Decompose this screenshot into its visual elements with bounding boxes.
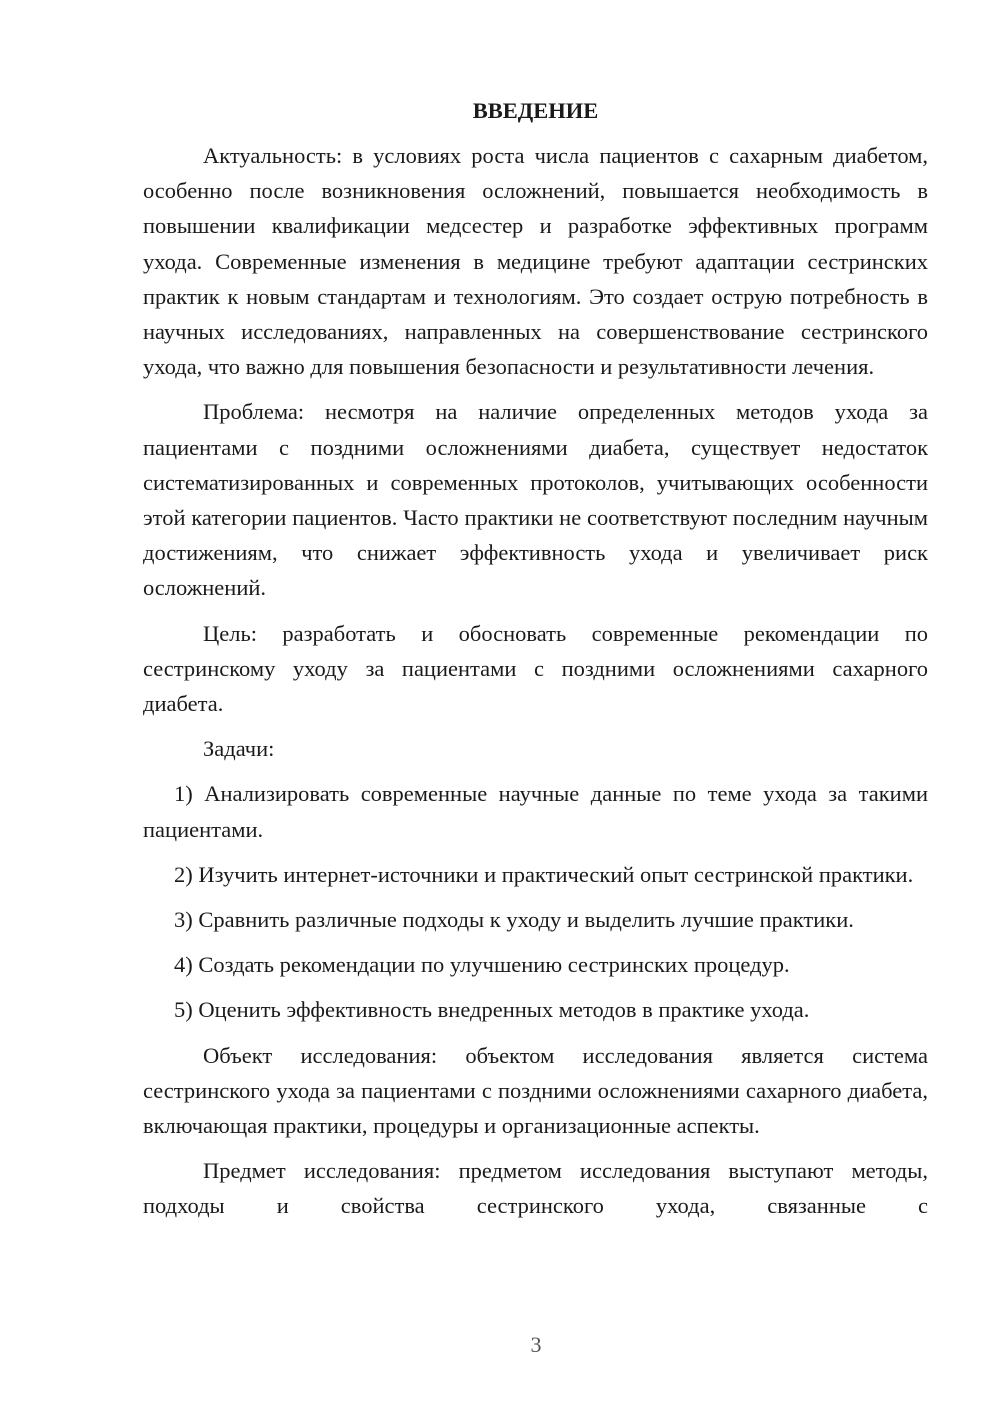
page-content	[143, 93, 928, 1224]
paragraph-relevance: Актуальность: в условиях роста числа пациентов с сахарным диабетом, особенно после возникновения осложнений, повышается необходимость в повышении квалификации медсестер и разработке эффективных программ ухода. Современные изменения в медицине требуют адаптации сестринских практик к новым стандартам и технологиям. Это создает острую потребность в научных исследованиях, направленных на совершенствование сестринского ухода, что важно для повышения безопасности и результативности лечения.	[143, 143, 928, 380]
paragraph-problem: Проблема: несмотря на наличие определенных методов ухода за пациентами с поздними осложнениями диабета, существует недостаток систематизированных и современных протоколов, учитывающих особенности этой категории пациентов. Часто практики не соответствуют последним научным достижениям, что снижает эффективность ухода и увеличивает риск осложнений.	[143, 399, 928, 601]
task-item-5: 5) Оценить эффективность внедренных методов в практике ухода.	[174, 997, 810, 1023]
paragraph-object: Объект исследования: объектом исследования является система сестринского ухода за пациентами с поздними осложнениями сахарного диабета, включающая практики, процедуры и организационные аспекты.	[143, 1042, 928, 1139]
page-number: 3	[530, 1332, 542, 1357]
paragraph-subject: Предмет исследования: предметом исследования выступают методы, подходы и свойства сестринского ухода, связанные с	[143, 1158, 928, 1219]
section-title: ВВЕДЕНИЕ	[472, 98, 599, 123]
task-item-1: 1) Анализировать современные научные данные по теме ухода за такими пациентами.	[143, 781, 928, 842]
task-item-3: 3) Сравнить различные подходы к уходу и выделить лучшие практики.	[174, 907, 854, 933]
task-item-2: 2) Изучить интернет-источники и практический опыт сестринской практики.	[174, 861, 914, 887]
task-item-4: 4) Создать рекомендации по улучшению сестринских процедур.	[174, 952, 790, 978]
paragraph-goal: Цель: разработать и обосновать современные рекомендации по сестринскому уходу за пациентами с поздними осложнениями сахарного диабета.	[143, 620, 928, 717]
paragraph-tasks-heading: Задачи:	[203, 736, 275, 762]
